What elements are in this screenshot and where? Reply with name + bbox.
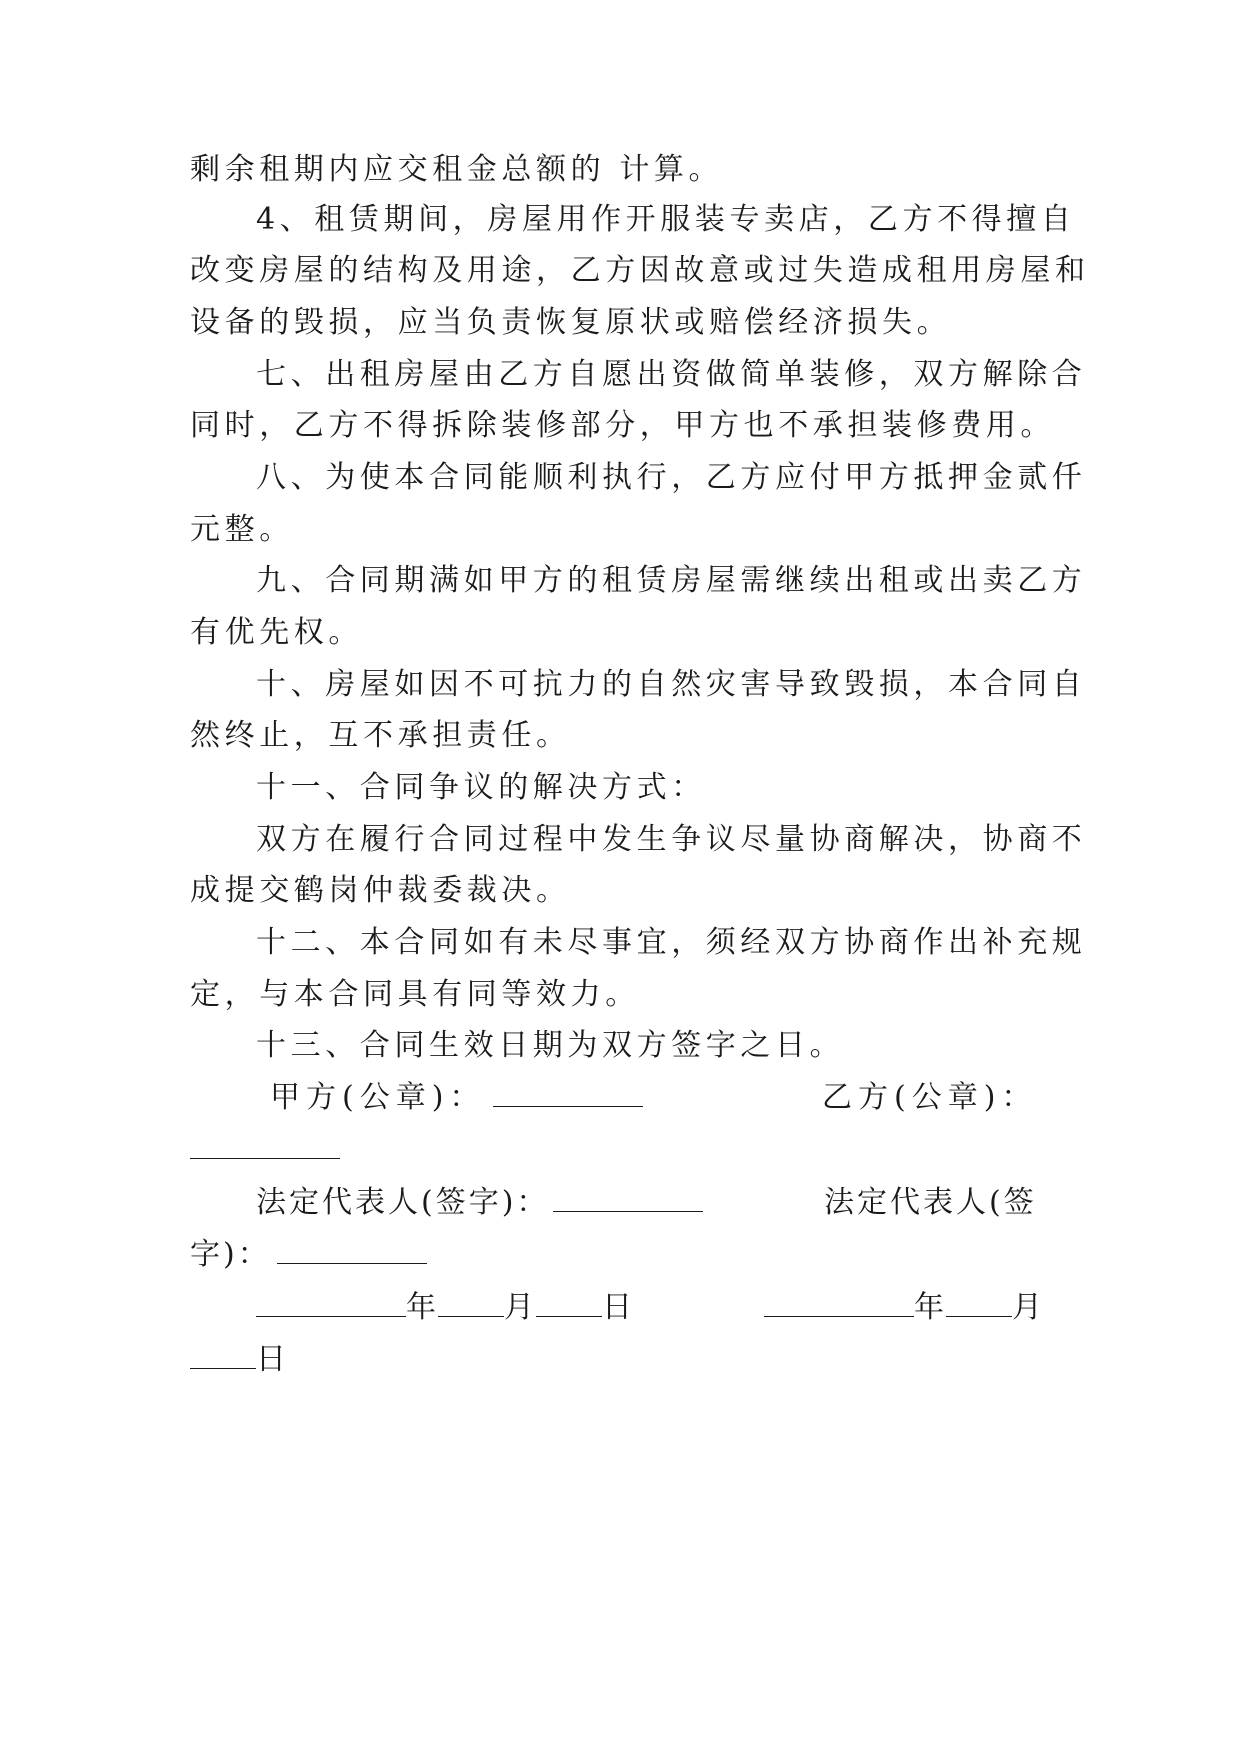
paragraph-line: 双方在履行合同过程中发生争议尽量协商解决，协商不 (256, 822, 1087, 857)
party-a-seal-blank (493, 1082, 643, 1107)
date-b-day-label: 日 (256, 1342, 288, 1377)
rep-b-blank (277, 1239, 427, 1264)
paragraph-line: 成提交鹤岗仲裁委裁决。 (190, 873, 571, 908)
rep-b-row (190, 1235, 1050, 1275)
paragraph-line: 十二、本合同如有未尽事宜，须经双方协商作出补充规 (256, 925, 1087, 960)
rep-b-label-part2: 字)： (190, 1237, 271, 1272)
paragraph-line: 十三、合同生效日期为双方签字之日。 (256, 1028, 845, 1063)
paragraph-line: 同时，乙方不得拆除装修部分，甲方也不承担装修费用。 (190, 408, 1055, 443)
party-b-seal-blank-row (190, 1130, 1050, 1170)
date-a-year-label: 年 (406, 1290, 438, 1325)
paragraph-line: 八、为使本合同能顺利执行，乙方应付甲方抵押金贰仟 (256, 460, 1087, 495)
date-a-month-label: 月 (504, 1290, 536, 1325)
party-b-seal-blank (190, 1134, 340, 1159)
paragraph-line: 4、租赁期间，房屋用作开服装专卖店，乙方不得擅自 (256, 202, 1076, 237)
date-b-day-row (190, 1340, 1050, 1380)
rep-b-label-part1: 法定代表人(签 (824, 1185, 1037, 1220)
date-b-month-label: 月 (1012, 1290, 1044, 1325)
paragraph-line: 十一、合同争议的解决方式： (256, 770, 706, 805)
date-a-month-blank (438, 1292, 504, 1317)
date-a-year-blank (256, 1292, 406, 1317)
date-b-year-label: 年 (914, 1290, 946, 1325)
party-a-seal-label: 甲方(公章)： (270, 1080, 486, 1115)
paragraph-line: 改变房屋的结构及用途，乙方因故意或过失造成租用房屋和 (190, 253, 1090, 288)
paragraph-line: 七、出租房屋由乙方自愿出资做简单装修，双方解除合 (256, 357, 1087, 392)
paragraph-line: 有优先权。 (190, 615, 363, 650)
rep-a-label: 法定代表人(签字)： (256, 1185, 550, 1220)
date-b-year-blank (764, 1292, 914, 1317)
party-b-seal-label: 乙方(公章)： (822, 1080, 1038, 1115)
date-a-day-blank (536, 1292, 602, 1317)
paragraph-line: 十、房屋如因不可抗力的自然灾害导致毁损，本合同自 (256, 667, 1087, 702)
paragraph-line: 九、合同期满如甲方的租赁房屋需继续出租或出卖乙方 (256, 563, 1087, 598)
paragraph-line: 然终止，互不承担责任。 (190, 718, 571, 753)
date-b-month-blank (946, 1292, 1012, 1317)
rep-a-blank (553, 1187, 703, 1212)
date-b-day-blank (190, 1344, 256, 1369)
date-b-row (764, 1288, 1064, 1328)
paragraph-line: 剩余租期内应交租金总额的 计算。 (190, 152, 724, 187)
paragraph-line: 设备的毁损，应当负责恢复原状或赔偿经济损失。 (190, 305, 952, 340)
paragraph-line: 元整。 (190, 512, 294, 547)
paragraph-line: 定，与本合同具有同等效力。 (190, 977, 640, 1012)
date-a-day-label: 日 (602, 1290, 634, 1325)
